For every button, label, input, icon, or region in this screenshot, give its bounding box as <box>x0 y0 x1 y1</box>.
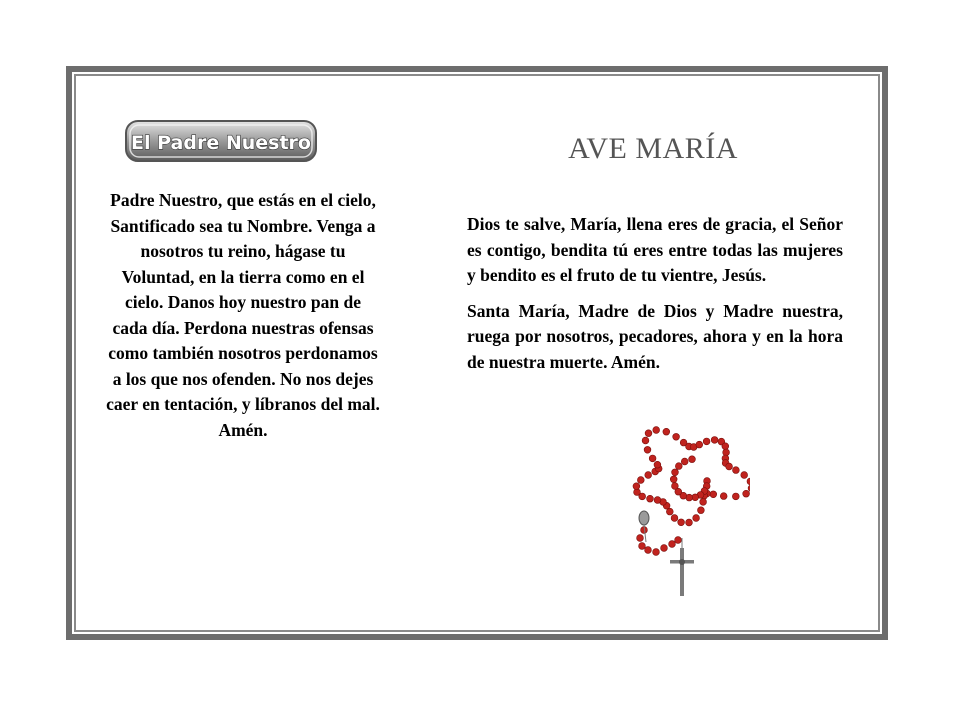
rosary-bead <box>647 495 654 502</box>
rosary-bead <box>722 443 729 450</box>
rosary-bead <box>675 463 682 470</box>
rosary-bead <box>673 433 680 440</box>
padre-nuestro-logo <box>124 118 318 164</box>
rosary-bead <box>672 483 679 490</box>
rosary-bead <box>681 458 688 465</box>
rosary-bead <box>649 455 656 462</box>
rosary-bead <box>637 535 644 542</box>
rosary-bead <box>703 438 710 445</box>
rosary-bead <box>748 485 750 492</box>
logo-text: El Padre Nuestro <box>131 132 311 154</box>
rosary-bead <box>733 467 740 474</box>
rosary-bead <box>726 463 733 470</box>
rosary-bead <box>644 446 651 453</box>
rosary-icon <box>604 420 750 600</box>
rosary-bead <box>698 507 705 514</box>
ave-maria-paragraph-1: Dios te salve, María, llena eres de gracia, el Señor es contigo, bendita tú eres entre todas las mujeres y bendito es el fruto de tu vientre, Jesús. <box>467 214 843 285</box>
rosary-bead <box>689 456 696 463</box>
rosary-bead <box>633 483 640 490</box>
rosary-bead <box>671 515 678 522</box>
rosary-beads <box>633 427 750 556</box>
rosary-bead <box>637 477 644 484</box>
rosary-bead <box>642 437 649 444</box>
rosary-bead <box>653 549 660 556</box>
rosary-bead <box>672 469 679 476</box>
rosary-bead <box>711 437 718 444</box>
rosary-bead <box>747 478 750 485</box>
ave-maria-title: AVE MARÍA <box>568 132 738 165</box>
rosary-bead <box>732 493 739 500</box>
rosary-bead <box>686 519 693 526</box>
ave-maria-body <box>467 212 843 385</box>
rosary-bead <box>654 461 661 468</box>
rosary-bead <box>669 541 676 548</box>
rosary-bead <box>678 519 685 526</box>
rosary-bead <box>700 499 707 506</box>
rosary-bead <box>693 515 700 522</box>
rosary-bead <box>653 427 660 434</box>
rosary-bead <box>741 472 748 479</box>
rosary-bead <box>645 547 652 554</box>
rosary-bead <box>663 428 670 435</box>
rosary-bead <box>639 543 646 550</box>
rosary-bead <box>696 441 703 448</box>
padre-nuestro-text: Padre Nuestro, que estás en el cielo, Santificado sea tu Nombre. Venga a nosotros tu reino, hágase tu Voluntad, en la tierra como en el cielo. Danos hoy nuestro pan de cada día. Perdona nuestras ofensas como también nosotros perdonamos a los que nos ofenden. No nos dejes caer en tentación, y líbranos del mal. Amén. <box>106 190 380 440</box>
medal-icon <box>639 511 649 525</box>
rosary-bead <box>720 493 727 500</box>
ave-maria-paragraph-2: Santa María, Madre de Dios y Madre nuestra, ruega por nosotros, pecadores, ahora y en la hora de nuestra muerte. Amén. <box>467 300 843 372</box>
rosary-bead <box>645 472 652 479</box>
rosary-bead <box>710 491 717 498</box>
rosary-bead <box>654 497 661 504</box>
rosary-bead <box>743 490 750 497</box>
rosary-bead <box>675 537 682 544</box>
rosary-bead <box>645 430 652 437</box>
rosary-bead <box>661 545 668 552</box>
rosary-bead <box>670 476 677 483</box>
